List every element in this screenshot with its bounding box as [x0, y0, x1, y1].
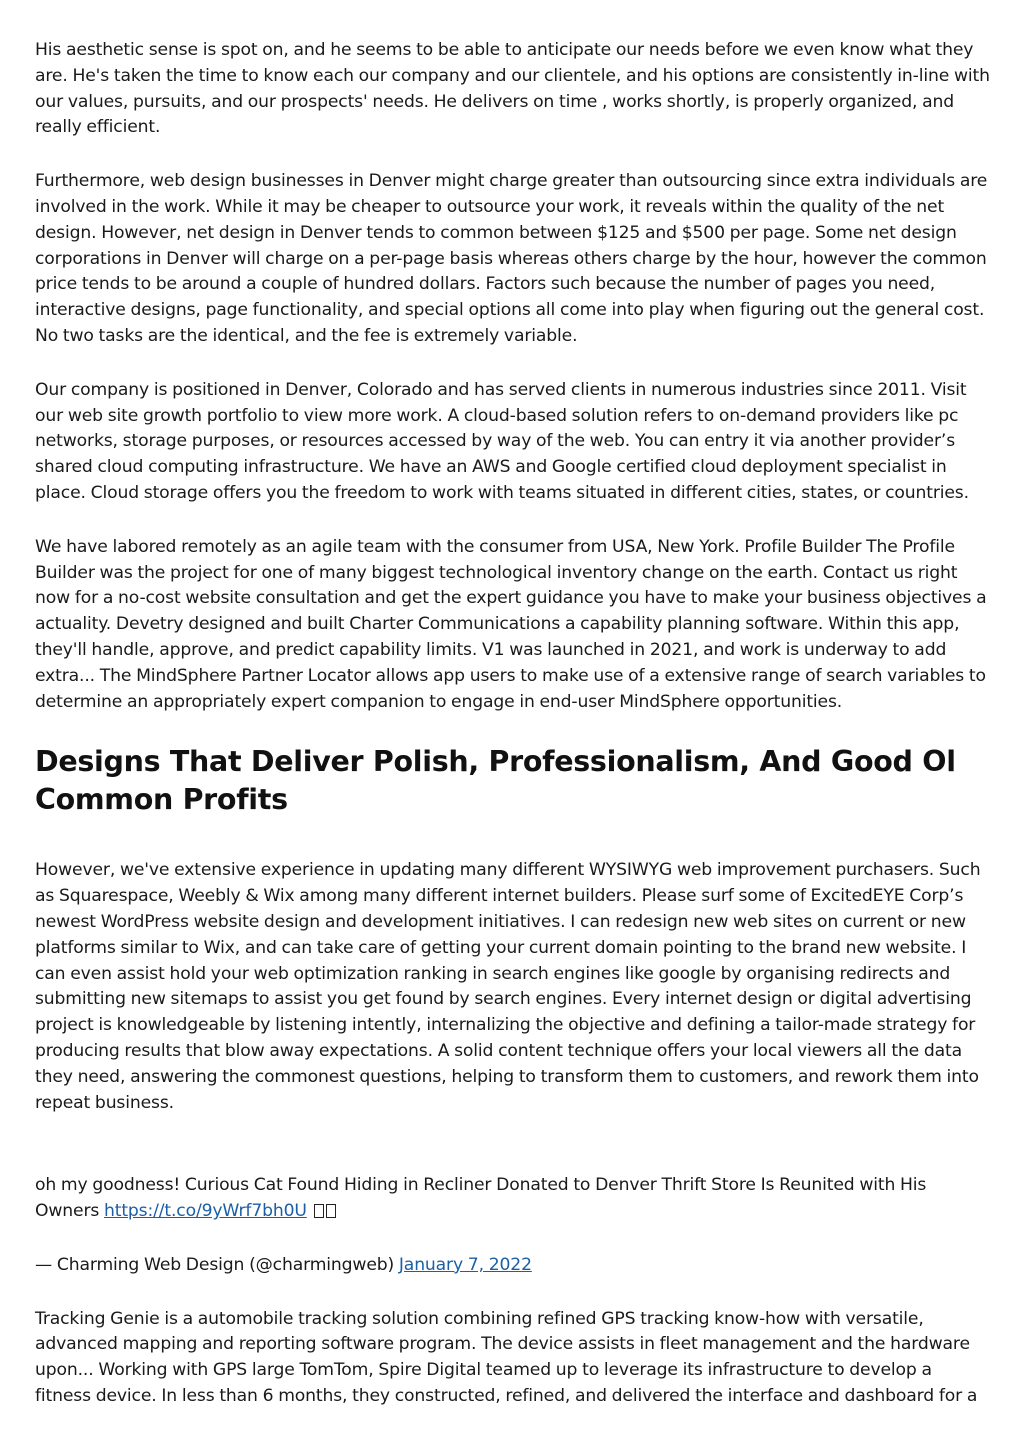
section-heading: Designs That Deliver Polish, Professionalism, And Good Ol Common Profits — [35, 745, 956, 817]
paragraph-4: We have labored remotely as an agile team with the consumer from USA, New York. Profile Builder The Profile Builder was the project for one of many biggest technological inventory change on the earth. Contact us right now for a no-cost website consultation and get the expert guidance you have to make your business objectives a actuality. Devetry designed and built Charter Communications a capability planning software. Within this app, they'll handle, approve, and predict capability limits. V1 was launched in 2021, and work is underway to add extra... The MindSphere Partner Locator allows app users to make use of a extensive range of search variables to determine an appropriately expert companion to engage in end-user MindSphere opportunities. — [35, 536, 987, 712]
tweet-author: — Charming Web Design (@charmingweb) — [35, 1254, 399, 1275]
tweet-date-link[interactable]: January 7, 2022 — [398, 1254, 532, 1275]
emoji-glyph-icon — [314, 1204, 324, 1218]
paragraph-5: However, we've extensive experience in updating many different WYSIWYG web improvement purchasers. Such as Squarespace, Weebly & Wix among many different internet builders. Please surf some of ExcitedEYE Corp’s newest WordPress website design and development initiatives. I can redesign new web sites on current or new platforms similar to Wix, and can take care of getting your current domain pointing to the brand new website. I can even assist hold your web optimization ranking in search engines like google by organising redirects and submitting new sitemaps to assist you get found by search engines. Every internet design or digital advertising project is knowledgeable by listening intently, internalizing the objective and defining a tailor-made strategy for producing results that blow away expectations. A solid content technique offers your local viewers all the data they need, answering the commonest questions, helping to transform them to customers, and rework them into repeat business. — [35, 860, 981, 1113]
paragraph-1: His aesthetic sense is spot on, and he seems to be able to anticipate our needs before we even know what they are. He's taken the time to know each our company and our clientele, and his options are consistently in-line with our values, pursuits, and our prospects' needs. He delivers on time , works shortly, is properly organized, and really efficient. — [35, 40, 990, 138]
paragraph-3: Our company is positioned in Denver, Colorado and has served clients in numerous industries since 2011. Visit our web site growth portfolio to view more work. A cloud-based solution refers to on-demand providers like pc networks, storage purposes, or resources accessed by way of the web. You can entry it via another provider’s shared cloud computing infrastructure. We have an AWS and Google certified cloud deployment specialist in place. Cloud storage offers you the freedom to work with teams situated in different cities, states, or countries. — [35, 379, 969, 503]
emoji-glyph-icon — [326, 1204, 336, 1218]
paragraph-2: Furthermore, web design businesses in Denver might charge greater than outsourcing since extra individuals are involved in the work. While it may be cheaper to outsource your work, it reveals within the quality of the net design. However, net design in Denver tends to common between $125 and $500 per page. Some net design corporations in Denver will charge on a per-page basis whereas others charge by the hour, however the common price tends to be around a couple of hundred dollars. Factors such because the number of pages you need, interactive designs, page functionality, and special options all come into play when figuring out the general cost. No two tasks are the identical, and the fee is extremely variable. — [35, 171, 988, 346]
tweet-attribution — [35, 1253, 990, 1279]
spacer — [35, 1144, 990, 1173]
tweet-link[interactable]: https://t.co/9yWrf7bh0U — [104, 1201, 307, 1222]
tweet-body: oh my goodness! Curious Cat Found Hiding in Recliner Donated to Denver Thrift Store Is Reunited with His Owners — [35, 1175, 927, 1222]
tweet-text — [35, 1173, 990, 1225]
paragraph-6: Tracking Genie is a automobile tracking solution combining refined GPS tracking know-how with versatile, advanced mapping and reporting software program. The device assists in fleet management and the hardware upon... Working with GPS large TomTom, Spire Digital teamed up to leverage its infrastructure to develop a fitness device. In less than 6 months, they constructed, refined, and delivered the interface and dashboard for a — [35, 1308, 978, 1407]
